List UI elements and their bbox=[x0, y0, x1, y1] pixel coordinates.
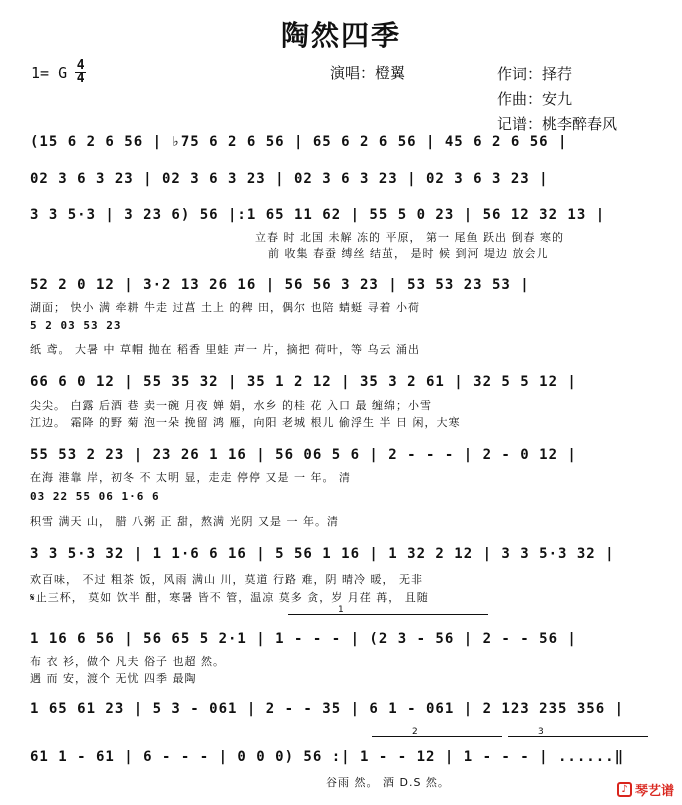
lyric-row-8b: 遇 而 安，渡个 无忧 四季 最陶 bbox=[30, 672, 197, 685]
lyric-row-4a: 湖面； 快小 满 牵耕 牛走 过菖 土上 的稗 田，偶尔 也陪 蜻蜓 寻着 小荷 bbox=[30, 301, 420, 314]
score-row-4: 52 2 0 12 | 3·2 13 26 16 | 56 56 3 23 | 53 53 23 53 | bbox=[30, 277, 530, 293]
time-top: 4 bbox=[76, 58, 85, 73]
score-row-10: 61 1 - 61 | 6 - - - | 0 0 0) 56 :| 1 - - 12 | 1 - - - | ......‖ bbox=[30, 749, 625, 765]
score-row-5: 66 6 0 12 | 55 35 32 | 35 1 2 12 | 35 3 2 61 | 32 5 5 12 | bbox=[30, 374, 577, 390]
lyric-row-7a: 欢百味， 不过 粗茶 饭，风雨 满山 川，莫道 行路 难，阴 晴冷 暖， 无非 bbox=[30, 573, 423, 586]
lyric-row-3a: 立春 时 北国 未解 冻的 平原， 第一 尾鱼 跃出 倒春 寒的 bbox=[255, 231, 564, 244]
lyric-row-8a: 布 衣 衫，做个 凡夫 俗子 也超 然。 bbox=[30, 655, 225, 668]
lyric-row-6a: 在海 港靠 岸，初冬 不 太明 显，走走 停停 又是 一 年。 清 bbox=[30, 471, 351, 484]
logo-mark-icon: ♪ bbox=[617, 782, 632, 797]
score-row-8: 1 16 6 56 | 56 65 5 2·1 | 1 - - - | (2 3 - 56 | 2 - - 56 | bbox=[30, 631, 577, 647]
volta-number-2: 2 bbox=[412, 727, 418, 737]
transcriber-credit: 记谱：桃李醉春风 bbox=[497, 115, 618, 133]
volta-bracket-3 bbox=[508, 727, 648, 737]
score-row-4b: 5 2 03 53 23 bbox=[30, 319, 122, 332]
song-title: 陶然四季 bbox=[280, 19, 401, 52]
score-row-3: 3 3 5·3 | 3 23 6) 56 |:1 65 11 62 | 55 5 0 23 | 56 12 32 13 | bbox=[30, 207, 606, 223]
score-row-6b: 03 22 55 06 1·6 6 bbox=[30, 490, 160, 503]
lyric-row-7b: 𝄋止三杯， 莫如 饮半 酣，寒暑 皆不 管，温凉 莫多 贪，岁 月荏 苒， 且随 bbox=[30, 591, 429, 604]
lyric-row-5b: 江边。 霜降 的野 菊 泡一朵 挽留 鸿 雁，向阳 老城 根儿 偷浮生 半 日 闲，大寒 bbox=[30, 416, 461, 429]
lyric-row-10: 谷雨 然。 酒 D.S 然。 bbox=[326, 776, 450, 789]
lyricist-credit: 作词：择荇 bbox=[497, 65, 573, 83]
score-row-2: 02 3 6 3 23 | 02 3 6 3 23 | 02 3 6 3 23 | 02 3 6 3 23 | bbox=[30, 171, 549, 187]
time-signature bbox=[75, 60, 86, 85]
lyric-row-5a: 尖尖。 白露 后酒 巷 卖一碗 月夜 婵 娟，水乡 的桂 花 入口 最 缠绵；小雪 bbox=[30, 399, 432, 412]
key-text: 1= G bbox=[31, 63, 68, 82]
singer-credit: 演唱：橙翼 bbox=[330, 64, 406, 82]
score-row-7: 3 3 5·3 32 | 1 1·6 6 16 | 5 56 1 16 | 1 32 2 12 | 3 3 5·3 32 | bbox=[30, 546, 615, 562]
score-row-1: (15 6 2 6 56 | ♭75 6 2 6 56 | 65 6 2 6 56 | 45 6 2 6 56 | bbox=[30, 134, 568, 150]
volta-number-3: 3 bbox=[538, 727, 544, 737]
logo-text: 琴艺谱 bbox=[634, 784, 674, 799]
volta-bracket-1 bbox=[288, 605, 488, 615]
lyric-row-6b: 积雪 满天 山， 腊 八粥 正 甜，熬满 光阴 又是 一 年。清 bbox=[30, 515, 339, 528]
volta-bracket-2 bbox=[372, 727, 502, 737]
lyric-row-4b: 纸 鸢。 大暑 中 草帽 抛在 稻香 里蛙 声一 片，摘把 荷叶，等 乌云 涌出 bbox=[30, 343, 420, 356]
key-signature bbox=[31, 60, 86, 85]
credits-block bbox=[497, 62, 617, 137]
score-row-9: 1 65 61 23 | 5 3 - 061 | 2 - - 35 | 6 1 - 061 | 2 123 235 356 | bbox=[30, 701, 625, 717]
site-logo bbox=[617, 780, 674, 799]
score-row-6: 55 53 2 23 | 23 26 1 16 | 56 06 5 6 | 2 - - - | 2 - 0 12 | bbox=[30, 447, 577, 463]
time-bottom: 4 bbox=[76, 71, 85, 86]
composer-credit: 作曲：安九 bbox=[497, 90, 573, 108]
volta-number-1: 1 bbox=[338, 605, 344, 615]
lyric-row-3b: 前 收集 春蚕 缚丝 结茧， 是时 候 到河 堤边 放会儿 bbox=[268, 247, 549, 260]
